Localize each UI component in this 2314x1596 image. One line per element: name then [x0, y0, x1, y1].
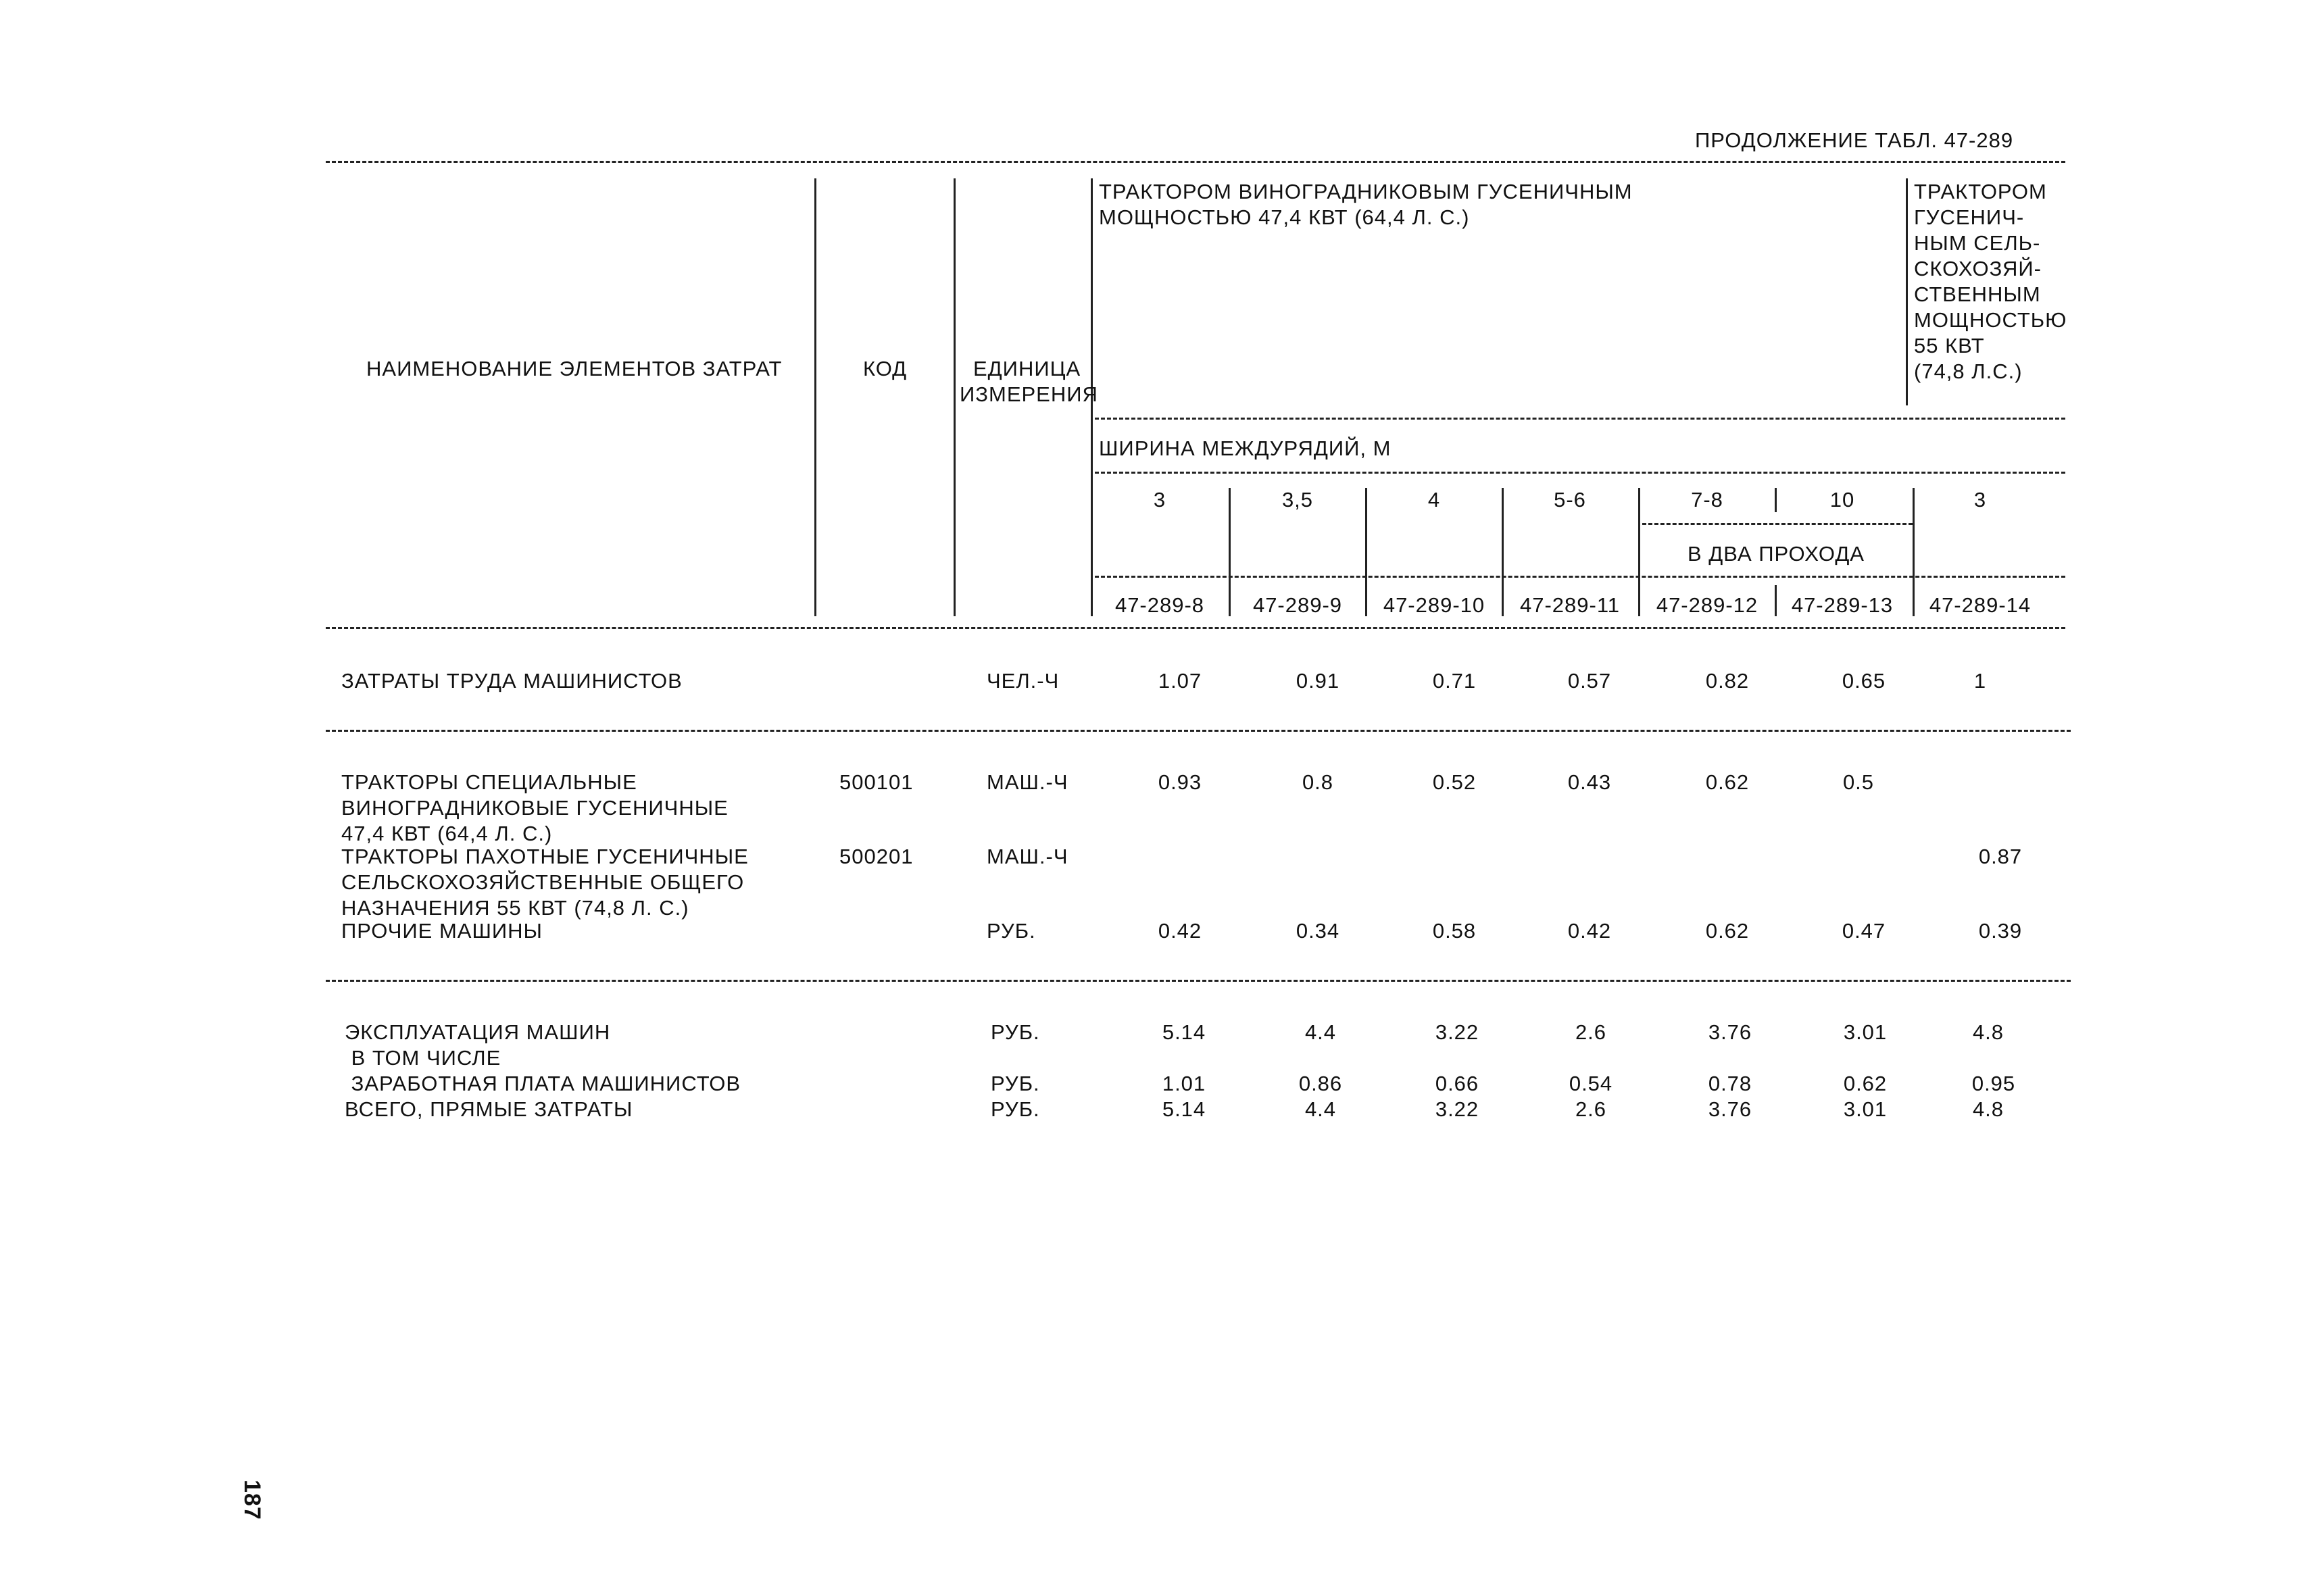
- header-group2-line-1: ТРАКТОРОМ: [1914, 180, 2047, 203]
- row-value: 3.01: [1843, 1097, 1888, 1121]
- row-value: 0.95: [1971, 1072, 2016, 1095]
- vsep-w3: [1502, 488, 1504, 616]
- row-value: 5.14: [1162, 1097, 1206, 1121]
- row-code: 500101: [839, 770, 914, 794]
- row-value: 0.42: [1567, 919, 1612, 943]
- row-unit: РУБ.: [987, 919, 1036, 943]
- row-value: 0.57: [1567, 669, 1612, 693]
- header-width-6: 10: [1829, 488, 1855, 512]
- header-group1-line-1: ТРАКТОРОМ ВИНОГРАДНИКОВЫМ ГУСЕНИЧНЫМ: [1099, 180, 1633, 203]
- row-value: 0.93: [1158, 770, 1202, 794]
- vsep-w5b: [1775, 585, 1777, 616]
- rule-two-pass: [1642, 523, 1913, 525]
- row-value: 3.01: [1843, 1020, 1888, 1044]
- row-code: 500201: [839, 845, 914, 868]
- header-code-2: 47-289-9: [1252, 593, 1343, 617]
- row-name: ВСЕГО, ПРЯМЫЕ ЗАТРАТЫ: [345, 1097, 633, 1121]
- row-name: ПРОЧИЕ МАШИНЫ: [341, 919, 543, 943]
- row-unit: МАШ.-Ч: [987, 770, 1068, 794]
- row-value: 3.22: [1435, 1020, 1479, 1044]
- header-code-4: 47-289-11: [1519, 593, 1621, 617]
- row-value: 1.07: [1158, 669, 1202, 693]
- row-value: 0.62: [1705, 919, 1750, 943]
- header-code-1: 47-289-8: [1114, 593, 1205, 617]
- row-value: 4.8: [1972, 1097, 2004, 1121]
- row-unit: РУБ.: [991, 1097, 1040, 1121]
- vsep-w1: [1229, 488, 1231, 616]
- row-value: 0.87: [1978, 845, 2023, 868]
- row-value: 0.54: [1569, 1072, 1613, 1095]
- row-value: 0.66: [1435, 1072, 1479, 1095]
- row-value: 0.47: [1842, 919, 1886, 943]
- vsep-group: [1906, 178, 1908, 405]
- row-value: 0.62: [1705, 770, 1750, 794]
- header-unit-line-1: ЕДИНИЦА: [973, 357, 1081, 380]
- row-unit: РУБ.: [991, 1020, 1040, 1044]
- rule-section-2: [326, 980, 2071, 982]
- row-name: В ТОМ ЧИСЛЕ: [345, 1046, 501, 1070]
- header-group1-line-2: МОЩНОСТЬЮ 47,4 КВТ (64,4 Л. С.): [1099, 205, 1470, 229]
- rule-top: [326, 161, 2065, 163]
- header-width-1: 3: [1153, 488, 1166, 512]
- continuation-caption: ПРОДОЛЖЕНИЕ ТАБЛ. 47-289: [1695, 128, 2014, 152]
- row-name: ТРАКТОРЫ СПЕЦИАЛЬНЫЕ: [341, 770, 637, 794]
- row-value: 0.71: [1432, 669, 1477, 693]
- row-value: 4.4: [1304, 1097, 1337, 1121]
- header-code-6: 47-289-13: [1791, 593, 1894, 617]
- row-value: 0.65: [1842, 669, 1886, 693]
- header-unit-line-2: ИЗМЕРЕНИЯ: [960, 382, 1098, 406]
- row-value: 0.62: [1843, 1072, 1888, 1095]
- row-value: 1: [1973, 669, 1987, 693]
- header-group2-line-7: 55 КВТ: [1914, 334, 1985, 357]
- vsep-w6: [1913, 488, 1915, 616]
- row-value: 0.39: [1978, 919, 2023, 943]
- row-value: 0.58: [1432, 919, 1477, 943]
- header-width-7: 3: [1973, 488, 1987, 512]
- row-value: 0.8: [1302, 770, 1334, 794]
- row-value: 5.14: [1162, 1020, 1206, 1044]
- row-value: 0.52: [1432, 770, 1477, 794]
- row-value: 0.42: [1158, 919, 1202, 943]
- row-name: НАЗНАЧЕНИЯ 55 КВТ (74,8 Л. С.): [341, 896, 689, 920]
- row-name: ВИНОГРАДНИКОВЫЕ ГУСЕНИЧНЫЕ: [341, 796, 729, 820]
- header-width-5: 7-8: [1691, 488, 1723, 512]
- rule-section-1: [326, 730, 2071, 732]
- header-width-3: 4: [1427, 488, 1441, 512]
- header-code-3: 47-289-10: [1383, 593, 1485, 617]
- row-value: 4.4: [1304, 1020, 1337, 1044]
- row-value: 0.5: [1842, 770, 1875, 794]
- vsep-name: [814, 178, 816, 616]
- row-value: 3.76: [1708, 1020, 1752, 1044]
- row-value: 3.22: [1435, 1097, 1479, 1121]
- row-name: 47,4 КВТ (64,4 Л. С.): [341, 822, 553, 845]
- row-unit: РУБ.: [991, 1072, 1040, 1095]
- header-group2-line-4: СКОХОЗЯЙ-: [1914, 257, 2042, 280]
- header-group2-line-5: СТВЕННЫМ: [1914, 282, 2041, 306]
- header-two-pass: В ДВА ПРОХОДА: [1688, 542, 1865, 566]
- header-code-5: 47-289-12: [1656, 593, 1758, 617]
- header-group2-line-3: НЫМ СЕЛЬ-: [1914, 231, 2041, 255]
- row-value: 0.34: [1296, 919, 1340, 943]
- header-group2-line-8: (74,8 Л.С.): [1914, 359, 2023, 383]
- vsep-code: [954, 178, 956, 616]
- row-unit: ЧЕЛ.-Ч: [987, 669, 1060, 693]
- rule-width-split: [1095, 472, 2065, 474]
- row-value: 4.8: [1972, 1020, 2004, 1044]
- row-value: 0.78: [1708, 1072, 1752, 1095]
- row-name: ЭКСПЛУАТАЦИЯ МАШИН: [345, 1020, 611, 1044]
- header-group2-line-2: ГУСЕНИЧ-: [1914, 205, 2025, 229]
- header-code-7: 47-289-14: [1929, 593, 2032, 617]
- row-value: 0.91: [1296, 669, 1340, 693]
- row-value: 0.43: [1567, 770, 1612, 794]
- rule-header-bottom: [326, 627, 2065, 629]
- row-name: ЗАТРАТЫ ТРУДА МАШИНИСТОВ: [341, 669, 683, 693]
- header-group2-line-6: МОЩНОСТЬЮ: [1914, 308, 2067, 332]
- row-unit: МАШ.-Ч: [987, 845, 1068, 868]
- page-number: 187: [239, 1480, 265, 1520]
- header-width-2: 3,5: [1281, 488, 1314, 512]
- row-value: 2.6: [1575, 1097, 1607, 1121]
- header-code-column: КОД: [863, 357, 908, 380]
- header-width-label: ШИРИНА МЕЖДУРЯДИЙ, М: [1099, 437, 1392, 460]
- row-name: ЗАРАБОТНАЯ ПЛАТА МАШИНИСТОВ: [345, 1072, 741, 1095]
- row-value: 3.76: [1708, 1097, 1752, 1121]
- rule-code-split: [1095, 576, 2065, 578]
- vsep-w5: [1775, 488, 1777, 512]
- row-value: 0.86: [1298, 1072, 1343, 1095]
- row-name: ТРАКТОРЫ ПАХОТНЫЕ ГУСЕНИЧНЫЕ: [341, 845, 749, 868]
- row-value: 0.82: [1705, 669, 1750, 693]
- row-value: 2.6: [1575, 1020, 1607, 1044]
- row-name: СЕЛЬСКОХОЗЯЙСТВЕННЫЕ ОБЩЕГО: [341, 870, 745, 894]
- vsep-w4: [1638, 488, 1640, 616]
- row-value: 1.01: [1162, 1072, 1206, 1095]
- header-name-column: НАИМЕНОВАНИЕ ЭЛЕМЕНТОВ ЗАТРАТ: [366, 357, 783, 380]
- vsep-w2: [1365, 488, 1367, 616]
- rule-group-split: [1095, 418, 2065, 420]
- header-width-4: 5-6: [1554, 488, 1586, 512]
